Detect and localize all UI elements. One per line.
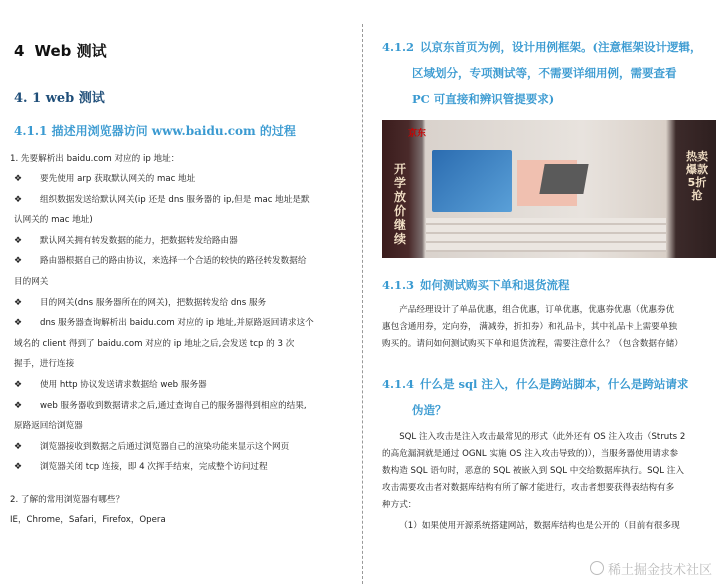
subsection-number: 4.1.1 — [14, 124, 48, 138]
photo-main-banner — [432, 150, 512, 212]
subsection-number: 4.1.2 — [382, 40, 415, 54]
bullet-marker-icon: ❖ — [14, 174, 23, 184]
heading-line: 以京东首页为例，设计用例框架。(注意框架设计逻辑， — [420, 40, 702, 54]
paragraph-line: SQL 注入攻击是注入攻击最常见的形式（此外还有 OS 注入攻击（Struts 2 — [399, 432, 686, 442]
paragraph-414 — [382, 429, 710, 535]
jd-homepage-photo — [382, 120, 716, 258]
section-heading — [14, 87, 344, 106]
intro-question-2: 2. 了解的常用浏览器有哪些？ — [10, 494, 125, 505]
heading-line: PC 可直接和辨识管提要求) — [412, 92, 555, 106]
bullet-marker-icon: ❖ — [14, 400, 23, 411]
paragraph-line: （1）如果使用开源系统搭建网站，数据库结构也是公开的（目前有很多现 — [399, 521, 680, 531]
bullet-item — [10, 190, 344, 231]
subsection-title: 如何测试购买下单和退货流程 — [420, 278, 570, 292]
subsection-number: 4.1.3 — [382, 278, 415, 292]
bullet-item — [10, 251, 344, 292]
bullet-item — [10, 293, 344, 314]
bullet-marker-icon: ❖ — [14, 194, 23, 205]
paragraph-line: 种方式： — [382, 500, 417, 510]
bullet-line: 认网关的 mac 地址) — [14, 215, 93, 226]
bullet-list — [10, 169, 344, 478]
photo-brand-text: 京东 — [408, 129, 427, 139]
watermark-text: 稀土掘金技术社区 — [607, 563, 712, 578]
watermark — [590, 559, 712, 578]
intro-question-1: 1. 先要解析出 baidu.com 对应的 ip 地址： — [10, 154, 180, 164]
paragraph-413 — [382, 302, 710, 353]
bullet-line: dns 服务器查询解析出 baidu.com 对应的 ip 地址,并原路返回请求这个 — [40, 318, 314, 329]
subsection-title: 描述用浏览器访问 www.baidu.com 的过程 — [51, 124, 296, 138]
bullet-line: 域名的 client 得到了 baidu.com 对应的 ip 地址之后,会发送 tcp 的 3 次 — [14, 338, 295, 349]
photo-right-banner-text: 热卖爆款5折抢 — [686, 150, 708, 202]
subsection-number: 4.1.4 — [382, 377, 415, 391]
bullet-marker-icon: ❖ — [14, 297, 23, 308]
bullet-item — [10, 169, 344, 190]
paragraph-line: 产品经理设计了单品优惠，组合优惠，订单优惠，优惠券优惠（优惠券优 — [399, 305, 675, 315]
paragraph-line: 的高危漏洞就是通过 OGNL 实施 OS 注入攻击导致的)），当服务器使用请求参 — [382, 449, 679, 459]
bullet-item — [10, 231, 344, 252]
photo-device — [539, 164, 588, 194]
right-page — [368, 0, 720, 584]
bullet-marker-icon: ❖ — [14, 462, 23, 473]
bullet-line: 目的网关(dns 服务器所在的网关)，把数据转发给 dns 服务 — [40, 297, 267, 308]
paragraph-line: 攻击需要攻击者对数据库结构有所了解才能进行，攻击者想要获得表结构有多 — [382, 483, 675, 493]
watermark-icon — [590, 561, 604, 575]
subsection-heading-414 — [382, 371, 710, 423]
bullet-item — [10, 313, 344, 375]
bullet-line: 组织数据发送给默认网关(ip 还是 dns 服务器的 ip,但是 mac 地址是默 — [40, 194, 310, 205]
bullet-line: 浏览器关闭 tcp 连接，即 4 次挥手结束，完成整个访问过程 — [40, 462, 268, 473]
heading-line: 什么是 sql 注入，什么是跨站脚本，什么是跨站请求 — [420, 377, 689, 391]
bullet-line: 路由器根据自己的路由协议，来选择一个合适的较快的路径转发数据给 — [40, 256, 307, 267]
bullet-line: 目的网关 — [14, 276, 49, 287]
bullet-marker-icon: ❖ — [14, 235, 23, 246]
paragraph-line: 惠包含通用券，定向券， 满减券，折扣券）和礼品卡，其中礼品卡上需要单独 — [382, 322, 677, 332]
paragraph-line: 数构造 SQL 语句时，恶意的 SQL 被嵌入到 SQL 中交给数据库执行。SQL 注入 — [382, 466, 684, 476]
chapter-heading — [14, 40, 344, 61]
bullet-line: 要先使用 arp 获取默认网关的 mac 地址 — [40, 174, 196, 184]
bullet-marker-icon: ❖ — [14, 441, 23, 452]
browser-list: IE，Chrome，Safari，Firefox，Opera — [10, 514, 166, 525]
bullet-marker-icon: ❖ — [14, 256, 23, 267]
section-number: 4. 1 — [14, 91, 42, 106]
bullet-item — [10, 375, 344, 396]
chapter-title: Web 测试 — [34, 42, 107, 60]
bullet-item — [10, 437, 344, 458]
bullet-item — [10, 396, 344, 437]
bullet-item — [10, 457, 344, 478]
section-title: web 测试 — [45, 91, 105, 106]
heading-line: 区域划分，专项测试等，不需要详细用例，需要查看 — [412, 66, 677, 80]
bullet-marker-icon: ❖ — [14, 318, 23, 329]
left-page — [0, 0, 358, 584]
bullet-line: 原路返回给浏览器 — [14, 421, 83, 432]
chapter-number: 4 — [14, 42, 25, 60]
page-divider — [362, 24, 363, 584]
subsection-heading-411 — [14, 122, 344, 139]
bullet-marker-icon: ❖ — [14, 379, 23, 390]
bullet-line: 浏览器接收到数据之后通过浏览器自己的渲染功能来显示这个网页 — [40, 441, 290, 452]
bullet-line: 使用 http 协议发送请求数据给 web 服务器 — [40, 379, 207, 390]
heading-line: 伪造？ — [412, 403, 447, 417]
paragraph-line: 购买的。请问如何测试购买下单和退货流程，需要注意什么？（包含数据存储） — [382, 339, 683, 349]
bullet-line: 握手，进行连接 — [14, 359, 75, 370]
photo-left-banner-text: 开学放价继续 — [393, 162, 406, 246]
bullet-line: 默认网关拥有转发数据的能力，把数据转发给路由器 — [40, 235, 238, 246]
photo-product-rows — [426, 218, 666, 252]
subsection-heading-412 — [382, 34, 710, 112]
bullet-line: web 服务器收到数据请求之后,通过查询自己的服务器得到相应的结果, — [40, 400, 307, 411]
subsection-heading-413 — [382, 272, 710, 298]
